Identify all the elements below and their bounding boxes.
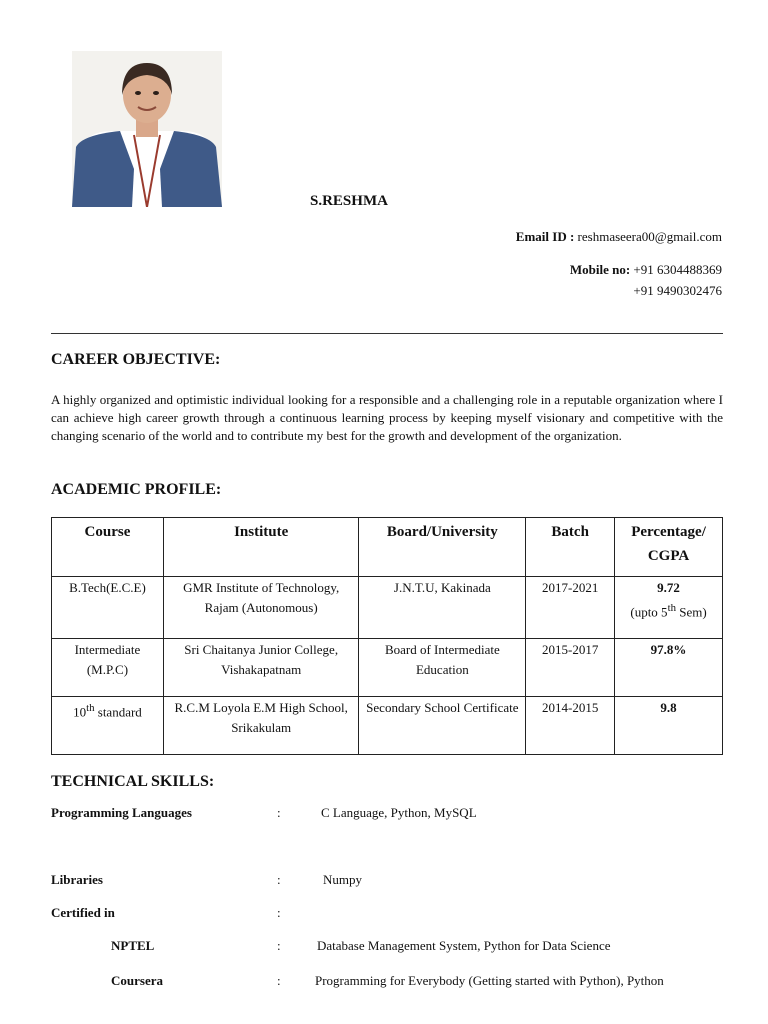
score-value: 9.72	[657, 580, 680, 595]
academic-profile-heading: ACADEMIC PROFILE:	[51, 481, 222, 498]
board-cell: J.N.T.U, Kakinada	[359, 577, 526, 639]
header-divider	[51, 333, 723, 334]
libraries-value: Numpy	[323, 872, 362, 887]
libraries-label: Libraries	[51, 872, 103, 887]
header-board: Board/University	[359, 518, 526, 577]
batch-cell: 2015-2017	[526, 639, 615, 697]
coursera-colon: :	[277, 973, 281, 988]
career-objective-text: A highly organized and optimistic individual looking for a responsible and a challenging role in a reputable organization where I can achieve high career growth through a continuous learning process by keeping myself visionary and competitive with the changing scenario of the world and to contribute my best for the growth and development of the organization.	[51, 392, 723, 443]
header-batch: Batch	[526, 518, 615, 577]
technical-skills-heading: TECHNICAL SKILLS:	[51, 773, 215, 790]
header-institute: Institute	[163, 518, 359, 577]
batch-cell: 2014-2015	[526, 697, 615, 755]
score-cell: 9.8	[615, 697, 723, 755]
table-header-row	[52, 518, 723, 577]
programming-value: C Language, Python, MySQL	[321, 805, 477, 820]
programming-colon: :	[277, 805, 281, 820]
course-cell: Intermediate (M.P.C)	[52, 639, 164, 697]
board-cell: Board of Intermediate Education	[359, 639, 526, 697]
batch-cell: 2017-2021	[526, 577, 615, 639]
mobile-line	[570, 262, 722, 278]
mobile-number-1: +91 6304488369	[633, 262, 722, 277]
header-course: Course	[52, 518, 164, 577]
certified-colon: :	[277, 905, 281, 920]
email-line	[516, 229, 722, 245]
certified-label: Certified in	[51, 905, 115, 920]
coursera-label: Coursera	[111, 973, 163, 988]
table-row	[52, 697, 723, 755]
programming-label: Programming Languages	[51, 805, 192, 820]
institute-cell: Sri Chaitanya Junior College, Vishakapatnam	[163, 639, 359, 697]
score-note: (upto 5th Sem)	[630, 602, 707, 620]
profile-photo-image	[72, 51, 222, 207]
table-row	[52, 639, 723, 697]
libraries-colon: :	[277, 872, 281, 887]
score-cell: 97.8%	[615, 639, 723, 697]
score-cell	[615, 577, 723, 639]
nptel-value: Database Management System, Python for Data Science	[317, 938, 611, 953]
profile-photo	[72, 51, 222, 207]
nptel-colon: :	[277, 938, 281, 953]
coursera-value: Programming for Everybody (Getting started with Python), Python	[315, 973, 664, 988]
course-cell: 10th standard	[52, 697, 164, 755]
academic-table	[51, 517, 723, 755]
mobile-label: Mobile no:	[569, 262, 631, 277]
nptel-label: NPTEL	[111, 938, 155, 953]
candidate-name: S.RESHMA	[310, 193, 388, 209]
mobile-number-2: +91 9490302476	[633, 283, 722, 298]
board-cell: Secondary School Certificate	[359, 697, 526, 755]
mobile-line-2	[633, 283, 722, 299]
table-row	[52, 577, 723, 639]
email-label: Email ID :	[515, 229, 575, 244]
institute-cell: GMR Institute of Technology, Rajam (Autonomous)	[163, 577, 359, 639]
email-address[interactable]: reshmaseera00@gmail.com	[577, 229, 722, 244]
header-percentage: Percentage/ CGPA	[615, 518, 723, 577]
institute-cell: R.C.M Loyola E.M High School, Srikakulam	[163, 697, 359, 755]
course-cell: B.Tech(E.C.E)	[52, 577, 164, 639]
career-objective-heading: CAREER OBJECTIVE:	[51, 351, 221, 368]
